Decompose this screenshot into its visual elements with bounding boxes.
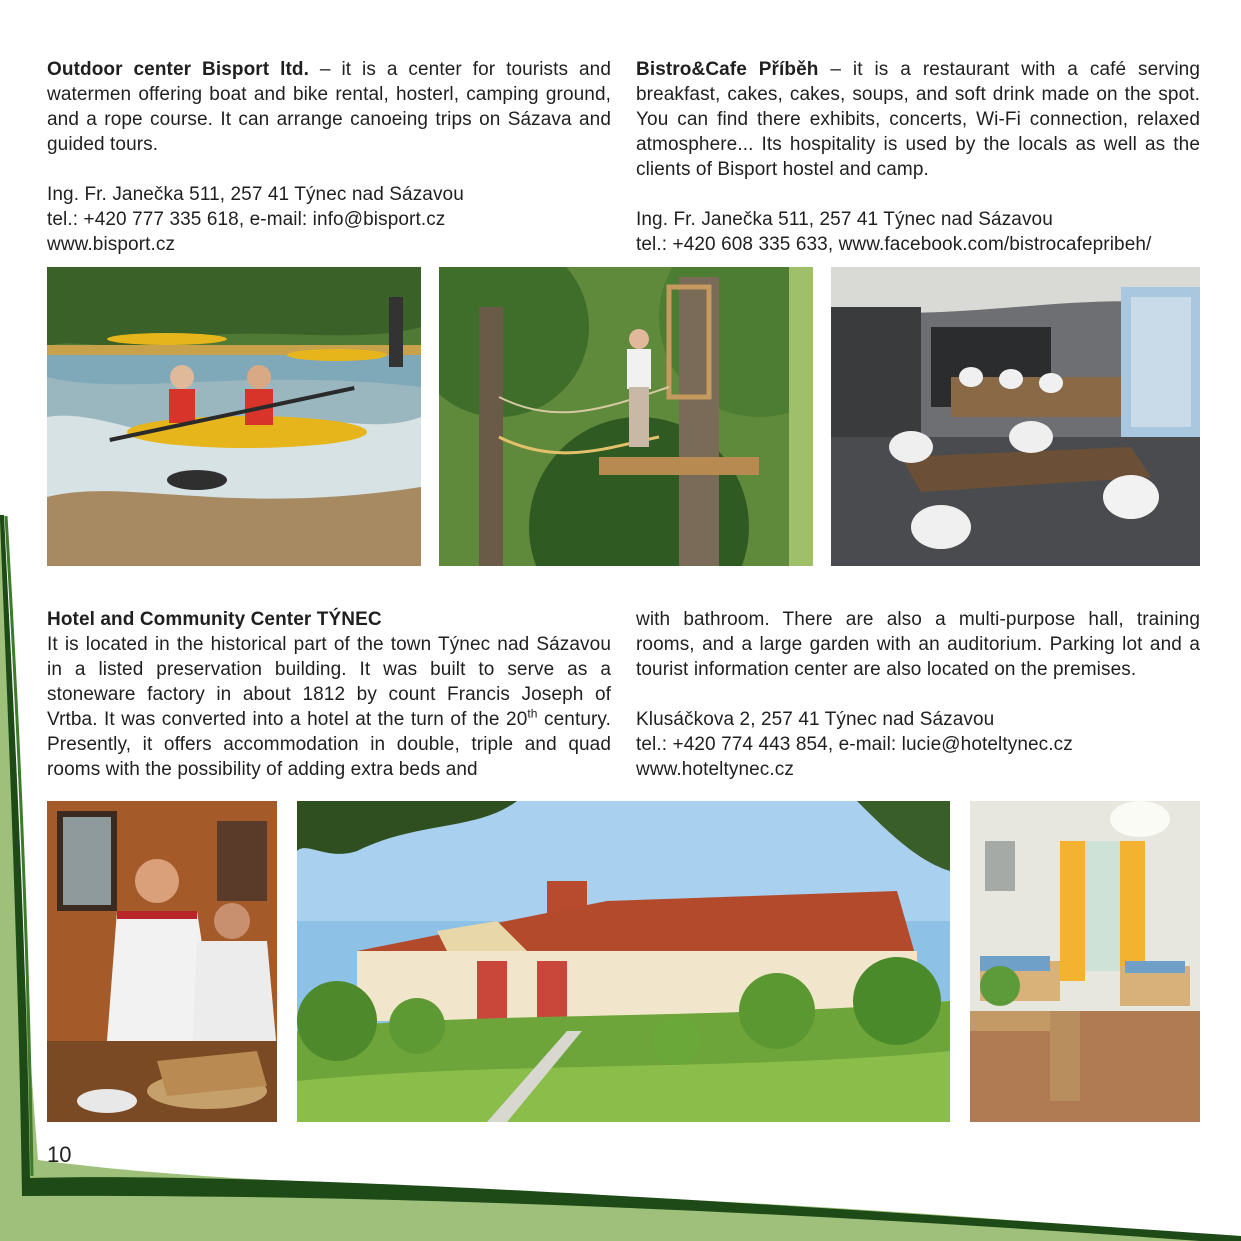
rope-course-photo: [439, 267, 813, 566]
bistro-contact-block: [636, 207, 1200, 257]
kayaking-photo: [47, 267, 421, 566]
bistro-name: Bistro&Cafe Příběh: [636, 59, 819, 80]
bisport-description: Outdoor center Bisport ltd. – it is a center for tourists and watermen offering boat and bike rental, hosterl, camping ground, and a rope course. It can arrange canoeing trips on Sázava and guided tours.: [47, 59, 612, 155]
chefs-photo: [47, 801, 277, 1122]
superscript: th: [527, 706, 538, 721]
hotel-building-photo: [297, 801, 950, 1122]
bistro-section: [636, 57, 1200, 257]
bisport-address: Ing. Fr. Janečka 511, 257 41 Týnec nad Sázavou: [47, 184, 464, 205]
bisport-name: Outdoor center Bisport ltd.: [47, 59, 310, 80]
bisport-web-link[interactable]: www.bisport.cz: [47, 234, 176, 255]
hotel-description-continued: with bathroom. There are also a multi-purpose hall, training rooms, and a large garden with an auditorium. Parking lot and a tourist information center are also located on the premises.: [636, 609, 1200, 680]
bistro-contact: tel.: +420 608 335 633, www.facebook.com/bistrocafepribeh/: [636, 234, 1152, 255]
hotel-room-photo: [970, 801, 1200, 1122]
bisport-contact-block: [47, 182, 611, 257]
bisport-contact: tel.: +420 777 335 618, e-mail: info@bisport.cz: [47, 209, 446, 230]
hotel-section-right: [636, 607, 1200, 782]
bistro-address: Ing. Fr. Janečka 511, 257 41 Týnec nad Sázavou: [636, 209, 1053, 230]
hotel-address: Klusáčkova 2, 257 41 Týnec nad Sázavou: [636, 709, 995, 730]
bisport-section: [47, 57, 611, 257]
page-number: 10: [47, 1142, 72, 1167]
bistro-interior-photo: [831, 267, 1200, 566]
bistro-description: Bistro&Cafe Příběh – it is a restaurant with a café serving breakfast, cakes, cakes, soups, and soft drink made on the spot. You can find there exhibits, concerts, Wi-Fi connection, relaxed atmosphere... Its hospitality is used by the locals as well as the clients of Bisport hostel and camp.: [636, 59, 1200, 180]
hotel-section-left: [47, 607, 611, 782]
hotel-description: It is located in the historical part of the town Týnec nad Sázavou in a listed preservation building. It was built to serve as a stoneware factory in about 1812 by count Francis Joseph of Vrtba. It was converted into a hotel at the turn of the 20th century. Presently, it offers accommodation in double, triple and quad rooms with the possibility of adding extra beds and: [47, 634, 611, 780]
hotel-contact: tel.: +420 774 443 854, e-mail: lucie@hoteltynec.cz: [636, 734, 1073, 755]
hotel-contact-block: [636, 707, 1200, 782]
hotel-web-link[interactable]: www.hoteltynec.cz: [636, 759, 794, 780]
hotel-name: Hotel and Community Center TÝNEC: [47, 609, 382, 630]
